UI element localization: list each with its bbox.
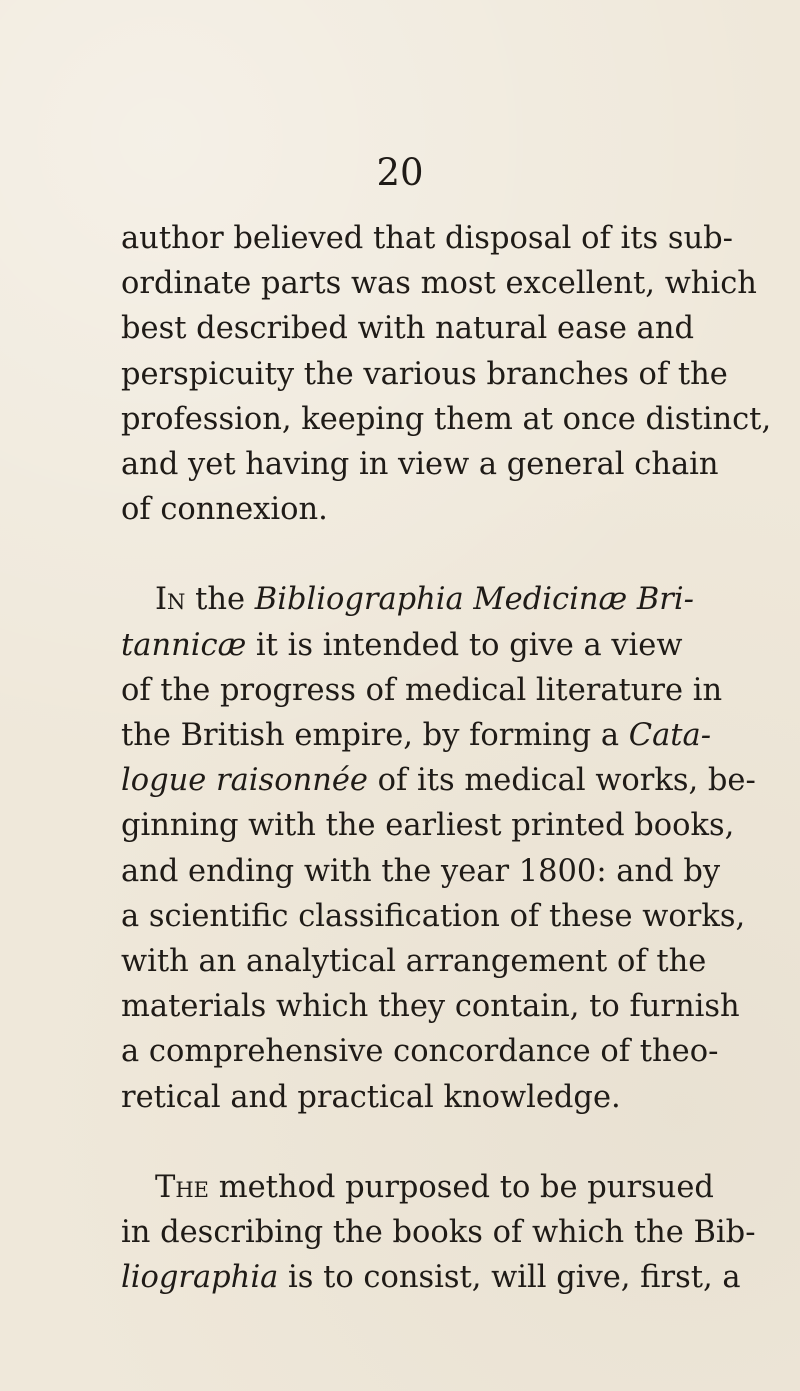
text-line bbox=[121, 623, 681, 668]
page-number: 20 bbox=[376, 151, 424, 194]
line-text: it is intended to give a view bbox=[246, 627, 683, 663]
text-line: and ending with the year 1800: and by bbox=[121, 853, 721, 889]
body-text bbox=[121, 216, 772, 1300]
text-line: a scientific classification of these works, bbox=[121, 898, 746, 934]
italic-title: liographia bbox=[121, 1260, 279, 1296]
line-text: the bbox=[185, 582, 255, 618]
text-line: best described with natural ease and bbox=[121, 311, 694, 347]
line-text: of its medical works, be- bbox=[367, 763, 756, 799]
text-line: materials which they contain, to furnish bbox=[121, 989, 740, 1025]
line-text: method purposed to be pursued bbox=[209, 1169, 714, 1205]
italic-title: tannicæ bbox=[121, 627, 247, 663]
text-line: retical and practical knowledge. bbox=[121, 1079, 621, 1115]
text-line: with an analytical arrangement of the bbox=[121, 944, 707, 980]
drop-word: In bbox=[155, 582, 186, 618]
paragraph-1 bbox=[121, 216, 772, 532]
text-line: ginning with the earliest printed books, bbox=[121, 808, 735, 844]
paragraph-2 bbox=[121, 577, 756, 1119]
line-text: is to consist, will give, first, a bbox=[278, 1260, 741, 1296]
text-line: perspicuity the various branches of the bbox=[121, 356, 728, 392]
italic-title: Bibliographia Medicinæ Bri- bbox=[254, 582, 694, 618]
paragraph-gap bbox=[121, 532, 681, 577]
text-line: of the progress of medical literature in bbox=[121, 672, 723, 708]
text-line bbox=[121, 1255, 741, 1300]
paragraph-gap bbox=[121, 1120, 681, 1165]
text-line bbox=[121, 577, 694, 622]
text-line: profession, keeping them at once distinct, bbox=[121, 401, 772, 437]
line-text: the British empire, by forming a bbox=[121, 718, 629, 754]
text-line: author believed that disposal of its sub- bbox=[121, 221, 733, 256]
text-line: in describing the books of which the Bib- bbox=[121, 1215, 756, 1251]
text-line: of connexion. bbox=[121, 492, 328, 528]
text-line: and yet having in view a general chain bbox=[121, 447, 719, 483]
text-line: a comprehensive concordance of theo- bbox=[121, 1034, 719, 1070]
italic-title: logue raisonnée bbox=[121, 763, 368, 799]
drop-word: The bbox=[155, 1169, 209, 1205]
text-line: ordinate parts was most excellent, which bbox=[121, 266, 757, 302]
text-line bbox=[121, 1165, 714, 1210]
text-line bbox=[121, 758, 756, 803]
italic-title: Cata- bbox=[628, 718, 712, 754]
paragraph-3 bbox=[121, 1165, 756, 1301]
text-line bbox=[121, 713, 712, 758]
